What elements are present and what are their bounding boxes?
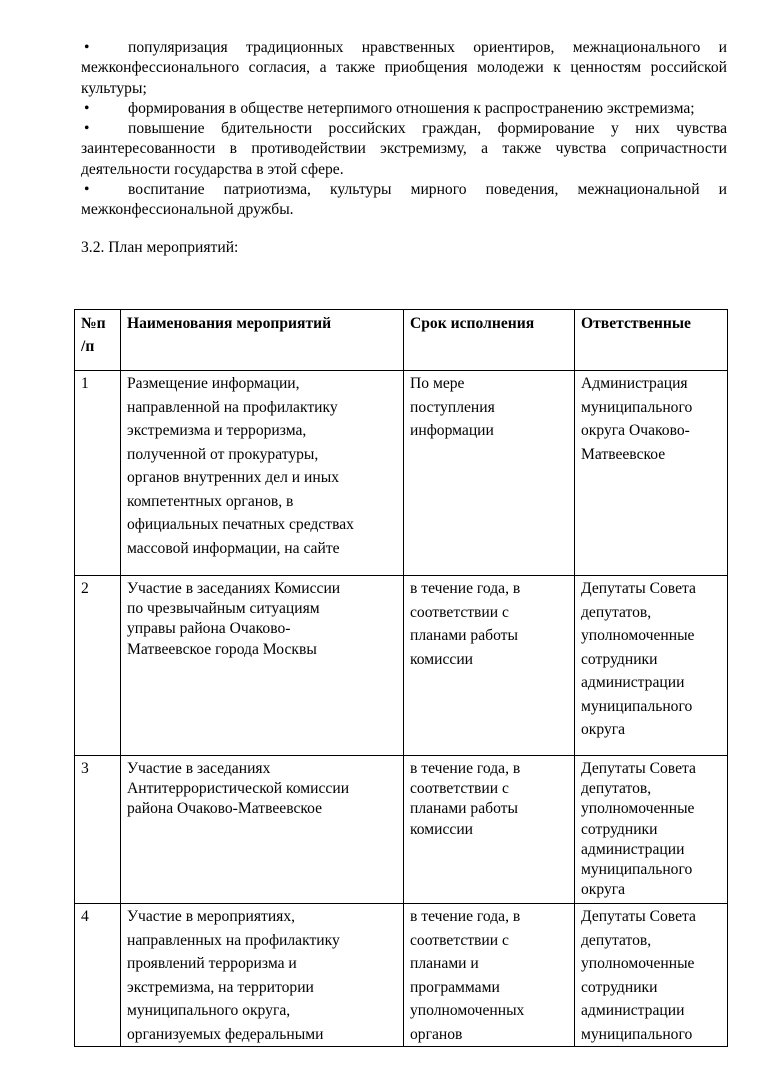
cell-line: Антитеррористической комиссии: [127, 780, 350, 798]
bullet-item: [81, 119, 727, 180]
cell-line: депутатов,: [581, 603, 652, 621]
cell-line: депутатов,: [581, 780, 652, 798]
cell-line: направленной на профилактику: [127, 398, 338, 416]
cell-line: официальных печатных средствах: [127, 516, 354, 533]
events-plan-table: [74, 309, 728, 1047]
table-header-row: [75, 310, 728, 371]
table-row: [75, 756, 728, 904]
cell-line: по чрезвычайным ситуациям: [127, 600, 320, 618]
cell-line: соответствии с: [410, 603, 509, 621]
bullet-text: воспитание патриотизма, культуры мирного поведения, межнациональной и: [128, 181, 727, 199]
cell-line: Размещение информации,: [127, 375, 300, 392]
cell-line: экстремизма и терроризма,: [127, 422, 307, 439]
cell-line: По мере: [410, 375, 465, 392]
bullet-item: [81, 99, 727, 119]
bullet-marker: •: [84, 99, 90, 117]
bullet-marker: •: [84, 120, 90, 138]
cell-name: [121, 904, 404, 1047]
cell-term: [404, 371, 575, 576]
cell-line: организуемых федеральными: [127, 1025, 324, 1043]
cell-line: уполномоченные: [581, 955, 695, 972]
cell-line: муниципального: [581, 1025, 693, 1043]
header-num: [75, 310, 121, 371]
cell-line: в течение года, в: [410, 580, 521, 597]
cell-responsible: [575, 904, 728, 1047]
cell-line: сотрудники: [581, 978, 658, 996]
cell-line: Участие в заседаниях: [127, 760, 271, 777]
bullet-text: популяризация традиционных нравственных ориентиров, межнационального: [128, 39, 701, 56]
cell-line: Депутаты Совета: [581, 580, 696, 597]
cell-line: соответствии с: [410, 931, 509, 949]
cell-line: муниципального: [581, 861, 693, 879]
cell-term: [404, 904, 575, 1047]
bullet-text: заинтересованности в противодействии экстремизму, а также чувства: [81, 140, 607, 158]
cell-responsible: [575, 756, 728, 904]
cell-line: полученной от прокуратуры,: [127, 445, 319, 463]
cell-name: [121, 756, 404, 904]
cell-line: администрации: [581, 674, 685, 691]
cell-line: управы района Очаково-: [127, 620, 291, 638]
cell-term: [404, 576, 575, 756]
header-num-line-2: /п: [81, 338, 95, 355]
cell-responsible: [575, 576, 728, 756]
bullet-marker: •: [84, 39, 90, 56]
cell-line: района Очаково-Матвеевское: [127, 800, 323, 818]
cell-line: Администрация: [581, 375, 688, 392]
cell-line: уполномоченные: [581, 800, 695, 818]
cell-line: соответствии с: [410, 780, 509, 798]
cell-line: проявлений терроризма и: [127, 955, 297, 972]
header-term: Срок исполнения: [404, 310, 575, 371]
cell-line: в течение года, в: [410, 760, 521, 777]
cell-line: муниципального округа,: [127, 1002, 291, 1019]
cell-line: муниципального: [581, 697, 693, 715]
cell-num: 2: [75, 576, 121, 756]
cell-line: планами и: [410, 955, 479, 972]
cell-num: 3: [75, 756, 121, 904]
cell-responsible: [575, 371, 728, 576]
cell-line: уполномоченные: [581, 627, 695, 644]
bullet-text: формирования в обществе нетерпимого отношения к распространению: [128, 99, 604, 117]
cell-line: Участие в заседаниях Комиссии: [127, 580, 341, 597]
cell-line: комиссии: [410, 650, 474, 668]
cell-line: программами: [410, 978, 500, 996]
cell-line: направленных на профилактику: [127, 931, 340, 949]
bullet-item: [81, 38, 727, 99]
cell-line: органов: [410, 1025, 463, 1043]
cell-line: Участие в мероприятиях,: [127, 908, 296, 925]
cell-line: компетентных органов, в: [127, 492, 294, 510]
cell-line: планами работы: [410, 800, 518, 818]
cell-num: 1: [75, 371, 121, 576]
table-row: [75, 371, 728, 576]
cell-line: поступления: [410, 398, 495, 416]
cell-line: Матвеевское: [581, 445, 666, 463]
cell-line: округа: [581, 721, 626, 738]
bullet-marker: •: [84, 181, 90, 199]
bullet-text: экстремизма;: [606, 99, 695, 117]
header-num-line-1: №п: [81, 315, 106, 332]
cell-line: в течение года, в: [410, 908, 521, 925]
bullet-list: [81, 38, 727, 221]
cell-num: 4: [75, 904, 121, 1047]
header-responsible: Ответственные: [575, 310, 728, 371]
cell-line: комиссии: [410, 820, 474, 838]
cell-term: [404, 756, 575, 904]
cell-line: органов внутренних дел и иных: [127, 469, 340, 486]
cell-line: информации: [410, 422, 494, 439]
cell-name: [121, 371, 404, 576]
bullet-item: [81, 180, 727, 221]
text-body: [81, 38, 727, 258]
header-name: Наименования мероприятий: [121, 310, 404, 371]
bullet-text: сопричастности деятельности государства в этой сфере.: [81, 140, 727, 178]
section-title: 3.2. План мероприятий:: [81, 238, 239, 256]
bullet-text: и межконфессионального согласия, а также приобщения молодежи к ценностям: [81, 39, 727, 77]
table-row: [75, 904, 728, 1047]
cell-line: администрации: [581, 1002, 685, 1019]
cell-line: Депутаты Совета: [581, 908, 696, 925]
cell-line: округа Очаково-: [581, 422, 690, 439]
cell-line: Депутаты Совета: [581, 760, 696, 777]
cell-line: планами работы: [410, 627, 518, 644]
cell-line: администрации: [581, 840, 685, 858]
cell-line: сотрудники: [581, 650, 658, 668]
cell-line: массовой информации, на сайте: [127, 539, 340, 557]
cell-line: сотрудники: [581, 820, 658, 838]
bullet-text: межконфессиональной дружбы.: [81, 201, 294, 219]
table-row: [75, 576, 728, 756]
cell-line: экстремизма, на территории: [127, 978, 314, 996]
cell-line: депутатов,: [581, 931, 652, 949]
cell-line: муниципального: [581, 398, 693, 416]
bullet-text: российской культуры;: [81, 59, 727, 97]
cell-name: [121, 576, 404, 756]
cell-line: Матвеевское города Москвы: [127, 640, 317, 658]
cell-line: уполномоченных: [410, 1002, 525, 1019]
bullet-text: повышение бдительности российских граждан, формирование у них чувства: [128, 120, 727, 138]
cell-line: округа: [581, 881, 626, 899]
